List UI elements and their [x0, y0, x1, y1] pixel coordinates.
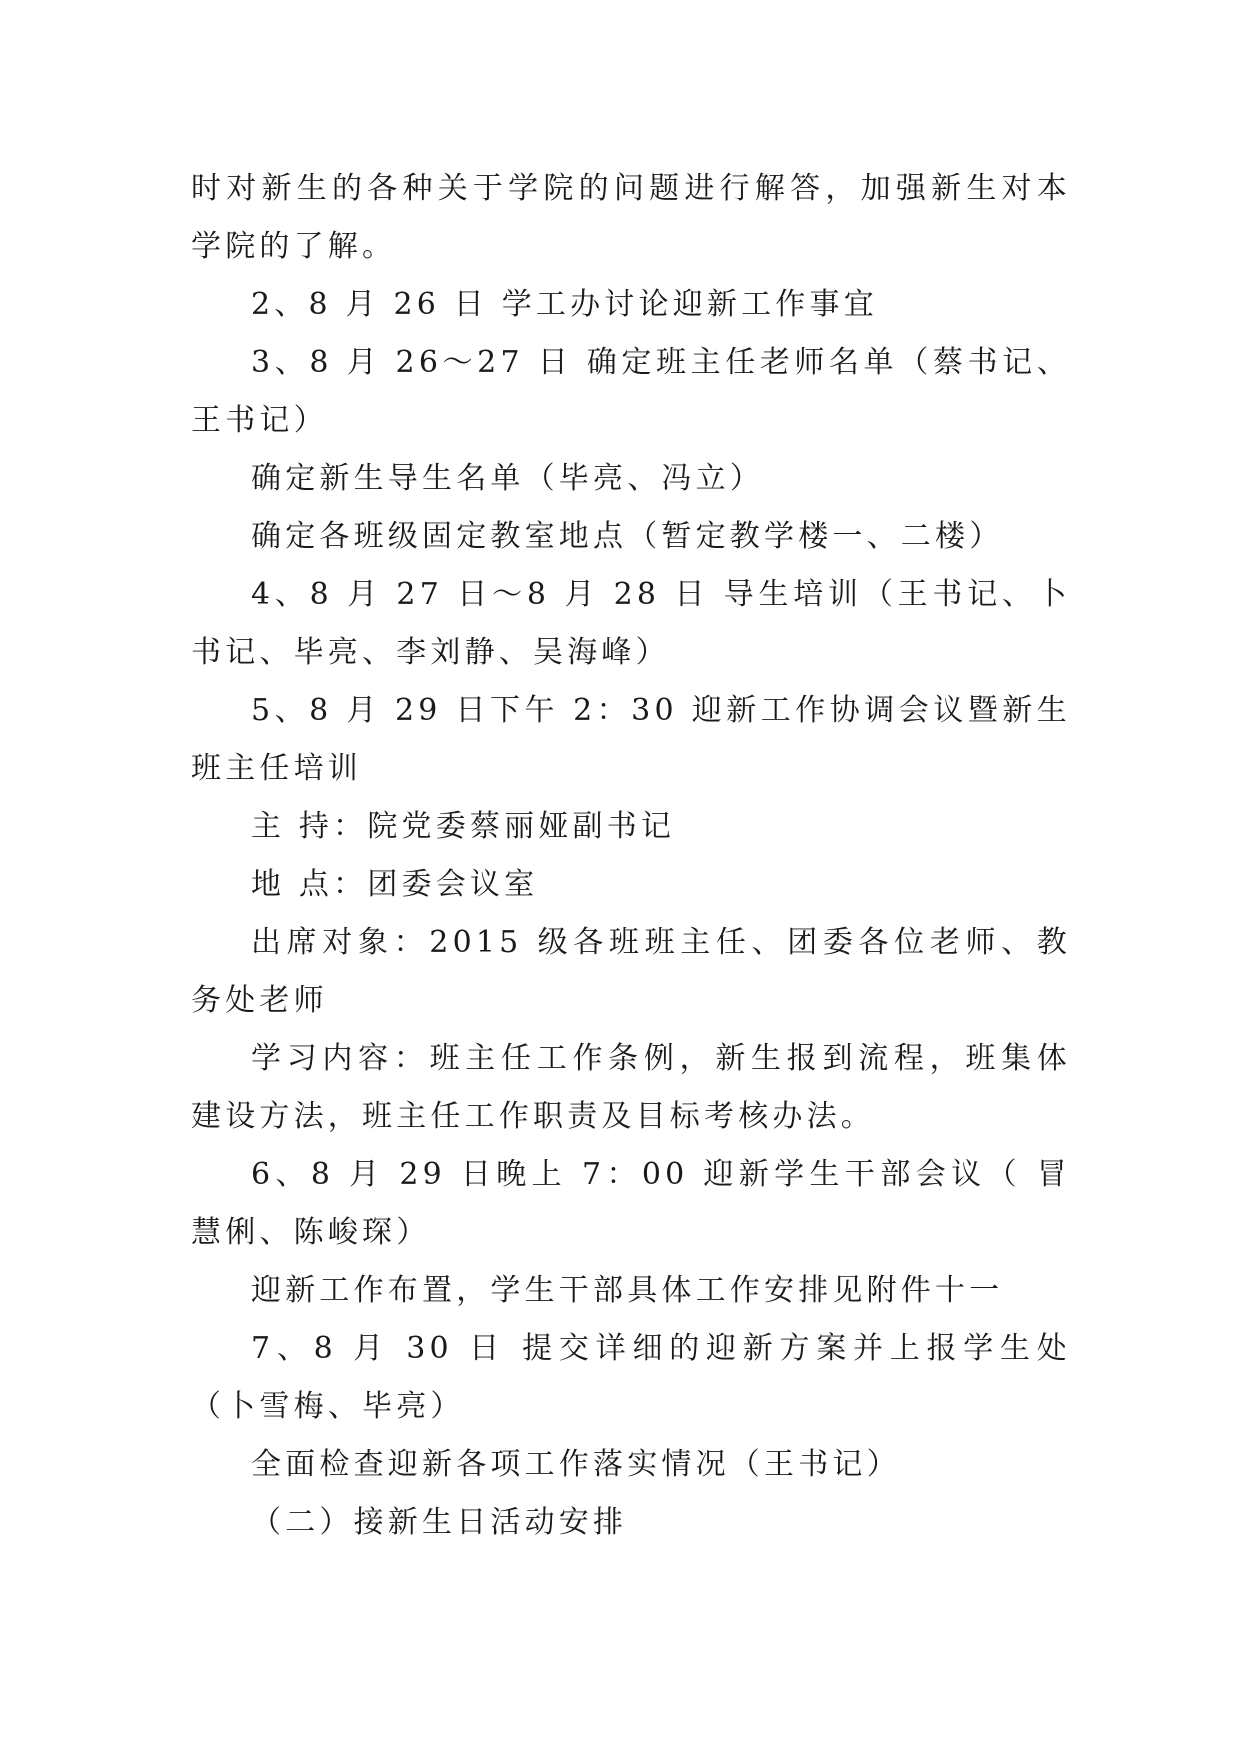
- paragraph: （二）接新生日活动安排: [251, 1505, 628, 1540]
- paragraph: 7、8 月 30 日 提交详细的迎新方案并上报学生处（卜雪梅、毕亮）: [191, 1331, 1071, 1424]
- paragraph: 确定新生导生名单（毕亮、冯立）: [251, 461, 764, 496]
- paragraph: 出席对象：2015 级各班班主任、团委各位老师、教务处老师: [191, 925, 1071, 1018]
- paragraph: 学习内容：班主任工作条例，新生报到流程，班集体建设方法，班主任工作职责及目标考核办法。: [191, 1041, 1071, 1134]
- paragraph: 主 持：院党委蔡丽娅副书记: [251, 809, 676, 844]
- document-body: [191, 160, 1071, 1552]
- paragraph: 时对新生的各种关于学院的问题进行解答，加强新生对本学院的了解。: [191, 171, 1071, 264]
- paragraph: 确定各班级固定教室地点（暂定教学楼一、二楼）: [251, 519, 1004, 554]
- paragraph: 4、8 月 27 日～8 月 28 日 导生培训（王书记、卜书记、毕亮、李刘静、吴海峰）: [191, 577, 1071, 670]
- paragraph: 3、8 月 26～27 日 确定班主任老师名单（蔡书记、王书记）: [191, 345, 1071, 438]
- paragraph: 6、8 月 29 日晚上 7：00 迎新学生干部会议（ 冒慧俐、陈峻琛）: [191, 1157, 1071, 1250]
- paragraph: 全面检查迎新各项工作落实情况（王书记）: [251, 1447, 901, 1482]
- paragraph: 迎新工作布置，学生干部具体工作安排见附件十一: [251, 1273, 1004, 1308]
- paragraph: 2、8 月 26 日 学工办讨论迎新工作事宜: [251, 287, 878, 322]
- paragraph: 5、8 月 29 日下午 2：30 迎新工作协调会议暨新生班主任培训: [191, 693, 1071, 786]
- paragraph: 地 点：团委会议室: [251, 867, 539, 902]
